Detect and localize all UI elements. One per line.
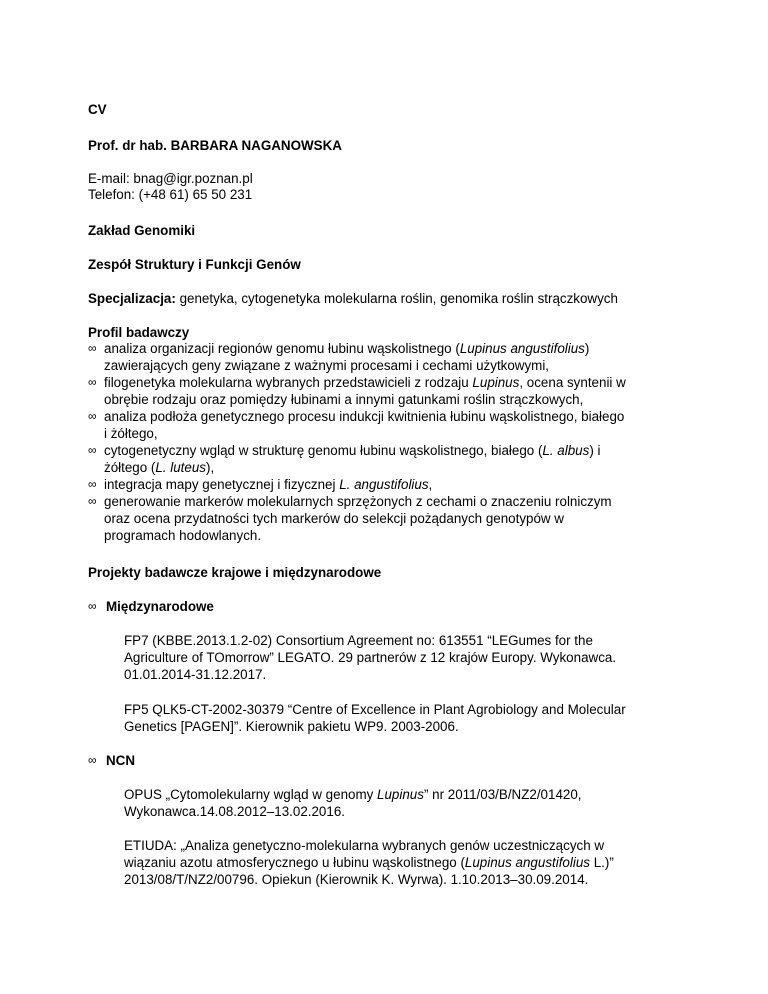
cv-label: CV [88,102,107,117]
profile-item: analiza organizacji regionów genomu łubinu wąskolistnego (Lupinus angustifolius) zawierających geny związane z ważnymi procesami i cechami użytkowymi, [104,341,590,373]
bullet-icon: ∞ [88,341,97,355]
ncn-project-2: ETIUDA: „Analiza genetyczno-molekularna wybranych genów uczestniczących w wiązaniu azotu atmosferycznego u łubinu wąskolistnego (Lupinus angustifolius L.)” 2013/08/T/NZ2/00796. Opiekun (Kierownik K. Wyrwa). 1.10.2013–30.09.2014. [124,838,614,887]
bullet-icon: ∞ [88,494,97,508]
profile-item: generowanie markerów molekularnych sprzężonych z cechami o znaczeniu rolniczym oraz ocena przydatności tych markerów do selekcji pożądanych genotypów w programach hodowlanych. [104,494,612,543]
specialization-text: genetyka, cytogenetyka molekularna roślin, genomika roślin strączkowych [175,291,618,306]
ncn-project-1: OPUS „Cytomolekularny wgląd w genomy Lupinus” nr 2011/03/B/NZ2/01420, Wykonawca.14.08.2012–13.02.2016. [124,787,582,819]
intl-project-2: FP5 QLK5-CT-2002-30379 “Centre of Excellence in Plant Agrobiology and Molecular Genetics [PAGEN]”. Kierownik pakietu WP9. 2003-2006. [124,702,626,734]
team: Zespół Struktury i Funkcji Genów [88,257,301,272]
intl-project-1: FP7 (KBBE.2013.1.2-02) Consortium Agreement no: 613551 “LEGumes for the Agriculture of TOmorrow” LEGATO. 29 partnerów z 12 krajów Europy. Wykonawca. 01.01.2014-31.12.2017. [124,633,617,682]
specialization [88,290,618,307]
profile-heading: Profil badawczy [88,325,190,340]
bullet-icon: ∞ [88,409,97,423]
profile-item: integracja mapy genetycznej i fizycznej L. angustifolius, [104,477,433,492]
bullet-icon: ∞ [88,753,97,767]
department: Zakład Genomiki [88,223,196,238]
bullet-icon: ∞ [88,599,97,613]
bullet-icon: ∞ [88,477,97,491]
profile-item: analiza podłoża genetycznego procesu indukcji kwitnienia łubinu wąskolistnego, białego i żółtego, [104,409,625,441]
specialization-label: Specjalizacja: [88,291,176,306]
phone-line: Telefon: (+48 61) 65 50 231 [88,187,253,202]
intl-label: Międzynarodowe [106,599,214,614]
profile-item: cytogenetyczny wgląd w strukturę genomu łubinu wąskolistnego, białego (L. albus) i żółtego (L. luteus), [104,443,601,475]
bullet-icon: ∞ [88,375,97,389]
projects-heading: Projekty badawcze krajowe i międzynarodowe [88,565,382,580]
bullet-icon: ∞ [88,443,97,457]
email-line: E-mail: bnag@igr.poznan.pl [88,171,253,186]
profile-item: filogenetyka molekularna wybranych przedstawicieli z rodzaju Lupinus, ocena syntenii w obrębie rodzaju oraz pomiędzy łubinami a innymi gatunkami roślin strączkowych, [104,375,626,407]
ncn-label: NCN [106,753,136,768]
person-name: Prof. dr hab. BARBARA NAGANOWSKA [88,138,342,153]
